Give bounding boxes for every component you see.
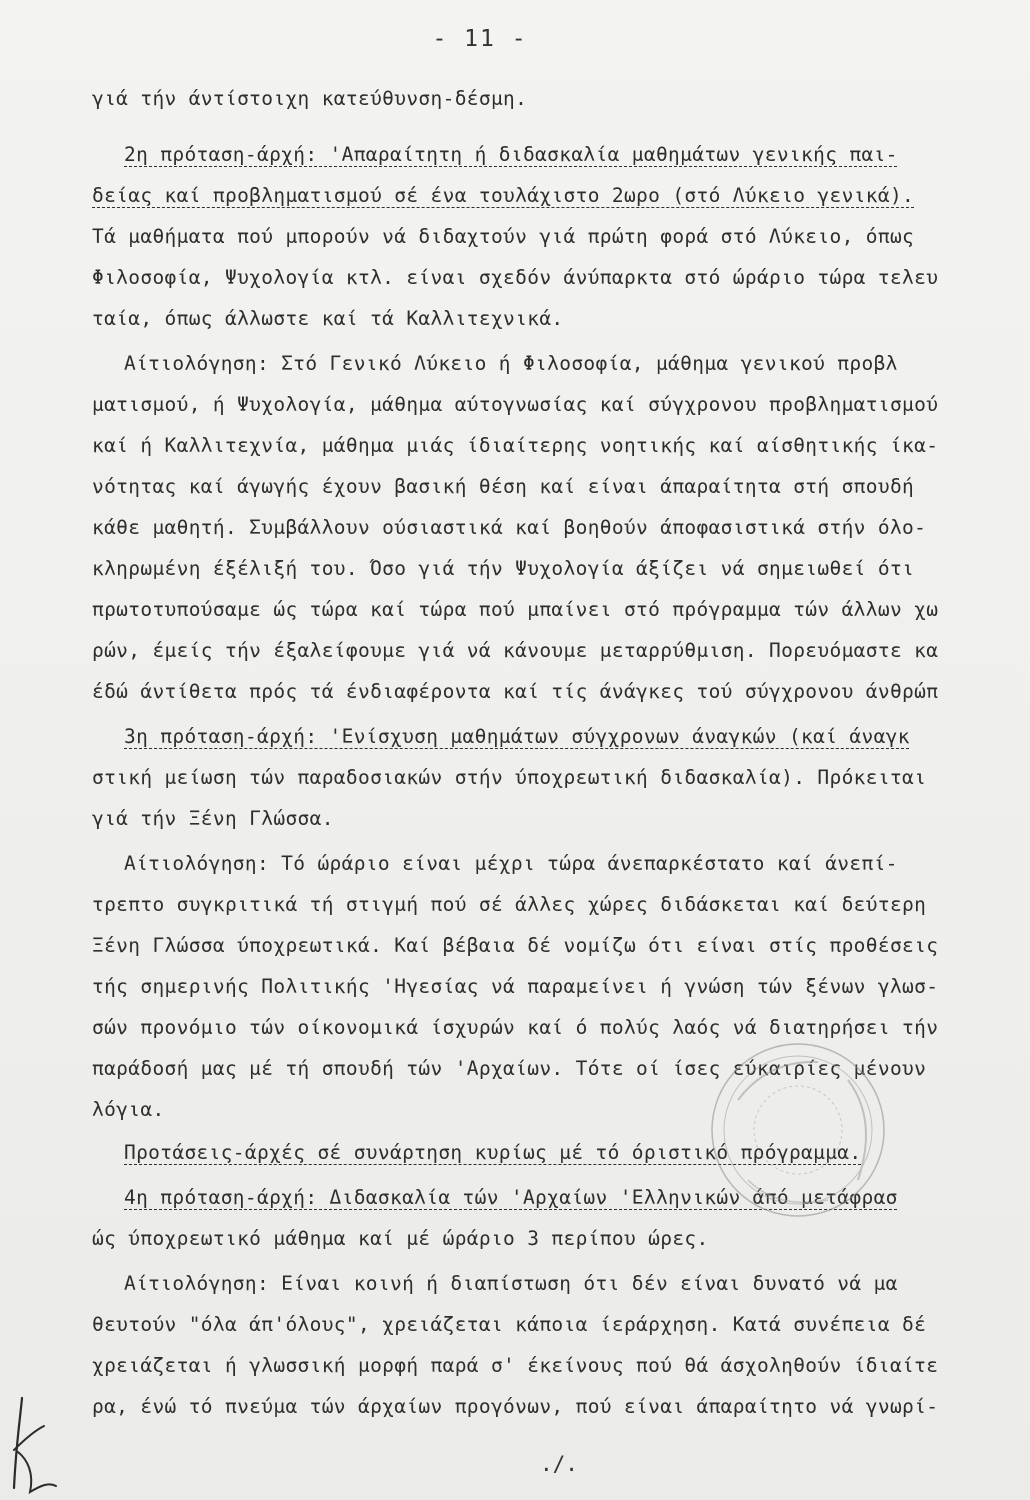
text-line-16-text: 3η πρόταση-άρχή: 'Ενίσχυση μαθημάτων σύγχρονων άναγκών (καί άναγκ — [124, 725, 910, 748]
text-line-25-text: λόγια. — [92, 1098, 165, 1121]
text-line-24 — [92, 1054, 1030, 1084]
page-number: - 11 - — [432, 26, 528, 52]
text-line-18-text: γιά τήν Ξένη Γλώσσα. — [92, 807, 334, 830]
text-line-24-text: παράδοσή μας μέ τή σπουδή τών 'Αρχαίων. Τότε οί ίσες εύκαιρίες μένουν — [92, 1057, 927, 1080]
text-line-23-text: σών προνόμιο τών οίκονομικά ίσχυρών καί ό πολύς λαός νά διατηρήσει τήν — [92, 1016, 939, 1039]
text-line-1-text: γιά τήν άντίστοιχη κατεύθυνση-δέσμη. — [92, 87, 528, 110]
text-line-10 — [92, 472, 1030, 502]
text-line-22 — [92, 972, 1030, 1002]
text-line-8 — [92, 390, 1030, 420]
text-line-30 — [92, 1310, 1030, 1340]
text-line-6 — [92, 304, 1030, 334]
text-line-30-text: θευτούν "όλα άπ'όλους", χρειάζεται κάποια ίεράρχηση. Κατά συνέπεια δέ — [92, 1313, 927, 1336]
text-line-1 — [92, 84, 1030, 114]
text-line-28-text: ώς ύποχρεωτικό μάθημα καί μέ ώράριο 3 περίπου ώρες. — [92, 1227, 709, 1250]
text-line-32-text: ρα, ένώ τό πνεύμα τών άρχαίων προγόνων, πού είναι άπαραίτητο νά γνωρί- — [92, 1395, 939, 1418]
text-line-22-text: τής σημερινής Πολιτικής 'Ηγεσίας νά παραμείνει ή γνώση τών ξένων γλωσ- — [92, 975, 939, 998]
text-line-26-text: Προτάσεις-άρχές σέ συνάρτηση κυρίως μέ τό όριστικό πρόγραμμα. — [124, 1141, 862, 1164]
text-line-10-text: νότητας καί άγωγής έχουν βασική θέση καί είναι άπαραίτητα στή σπουδή — [92, 475, 915, 498]
text-line-20-text: τρεπτο συγκριτικά τή στιγμή πού σέ άλλες χώρες διδάσκεται καί δεύτερη — [92, 893, 927, 916]
text-line-4-text: Τά μαθήματα πού μπορούν νά διδαχτούν γιά πρώτη φορά στό Λύκειο, όπως — [92, 225, 915, 248]
text-line-16 — [124, 722, 1030, 752]
text-line-12 — [92, 554, 1030, 584]
text-line-27-text: 4η πρόταση-άρχή: Διδασκαλία τών 'Αρχαίων 'Ελληνικών άπό μετάφρασ — [124, 1186, 898, 1209]
text-line-15 — [92, 677, 1030, 707]
text-line-8-text: ματισμού, ή Ψυχολογία, μάθημα αύτογνωσίας καί σύγχρονου προβληματισμού — [92, 393, 939, 416]
text-line-2-text: 2η πρόταση-άρχή: 'Απαραίτητη ή διδασκαλία μαθημάτων γενικής παι- — [124, 143, 898, 166]
text-line-5 — [92, 263, 1030, 293]
text-line-4 — [92, 222, 1030, 252]
text-line-11-text: κάθε μαθητή. Συμβάλλουν ούσιαστικά καί βοηθούν άποφασιστικά στήν όλο- — [92, 516, 927, 539]
text-line-15-text: έδώ άντίθετα πρός τά ένδιαφέροντα καί τίς άνάγκες τού σύγχρονου άνθρώπ — [92, 680, 939, 703]
text-line-6-text: ταία, όπως άλλωστε καί τά Καλλιτεχνικά. — [92, 307, 564, 330]
text-line-3-text: δείας καί προβληματισμού σέ ένα τουλάχιστο 2ωρο (στό Λύκειο γενικά). — [92, 184, 915, 207]
text-line-19-text: Αίτιολόγηση: Τό ώράριο είναι μέχρι τώρα άνεπαρκέστατο καί άνεπί- — [124, 852, 898, 875]
text-line-28 — [92, 1224, 1030, 1254]
text-line-2 — [124, 140, 1030, 170]
text-line-5-text: Φιλοσοφία, Ψυχολογία κτλ. είναι σχεδόν άνύπαρκτα στό ώράριο τώρα τελευ — [92, 266, 939, 289]
text-line-7 — [124, 349, 1030, 379]
handwritten-initials-icon — [0, 1390, 60, 1500]
text-line-31-text: χρειάζεται ή γλωσσική μορφή παρά σ' έκείνους πού θά άσχοληθούν ίδιαίτε — [92, 1354, 939, 1377]
text-line-9-text: καί ή Καλλιτεχνία, μάθημα μιάς ίδιαίτερης νοητικής καί αίσθητικής ίκα- — [92, 434, 939, 457]
text-line-14 — [92, 636, 1030, 666]
text-line-14-text: ρών, έμείς τήν έξαλείφουμε γιά νά κάνουμε μεταρρύθμιση. Πορευόμαστε κα — [92, 639, 939, 662]
text-line-20 — [92, 890, 1030, 920]
text-line-21 — [92, 931, 1030, 961]
text-line-29 — [124, 1269, 1030, 1299]
text-line-18 — [92, 804, 1030, 834]
round-stamp-icon — [708, 1040, 888, 1220]
text-line-17-text: στική μείωση τών παραδοσιακών στήν ύποχρεωτική διδασκαλία). Πρόκειται — [92, 766, 927, 789]
text-line-27 — [124, 1183, 1030, 1213]
text-line-13-text: πρωτοτυπούσαμε ώς τώρα καί τώρα πού μπαίνει στό πρόγραμμα τών άλλων χω — [92, 598, 939, 621]
text-line-11 — [92, 513, 1030, 543]
text-line-19 — [124, 849, 1030, 879]
text-line-7-text: Αίτιολόγηση: Στό Γενικό Λύκειο ή Φιλοσοφία, μάθημα γενικού προβλ — [124, 352, 898, 375]
text-line-9 — [92, 431, 1030, 461]
text-line-3 — [92, 181, 1030, 211]
text-line-23 — [92, 1013, 1030, 1043]
text-line-25 — [92, 1095, 1030, 1125]
end-mark: ./. — [540, 1452, 578, 1476]
text-line-32 — [92, 1392, 1030, 1422]
text-line-21-text: Ξένη Γλώσσα ύποχρεωτικά. Καί βέβαια δέ νομίζω ότι είναι στίς προθέσεις — [92, 934, 939, 957]
text-line-12-text: κληρωμένη έξέλιξή του. Όσο γιά τήν Ψυχολογία άξίζει νά σημειωθεί ότι — [92, 557, 915, 580]
text-line-31 — [92, 1351, 1030, 1381]
text-line-26 — [124, 1138, 1030, 1168]
text-line-13 — [92, 595, 1030, 625]
text-line-17 — [92, 763, 1030, 793]
text-line-29-text: Αίτιολόγηση: Είναι κοινή ή διαπίστωση ότι δέν είναι δυνατό νά μα — [124, 1272, 898, 1295]
